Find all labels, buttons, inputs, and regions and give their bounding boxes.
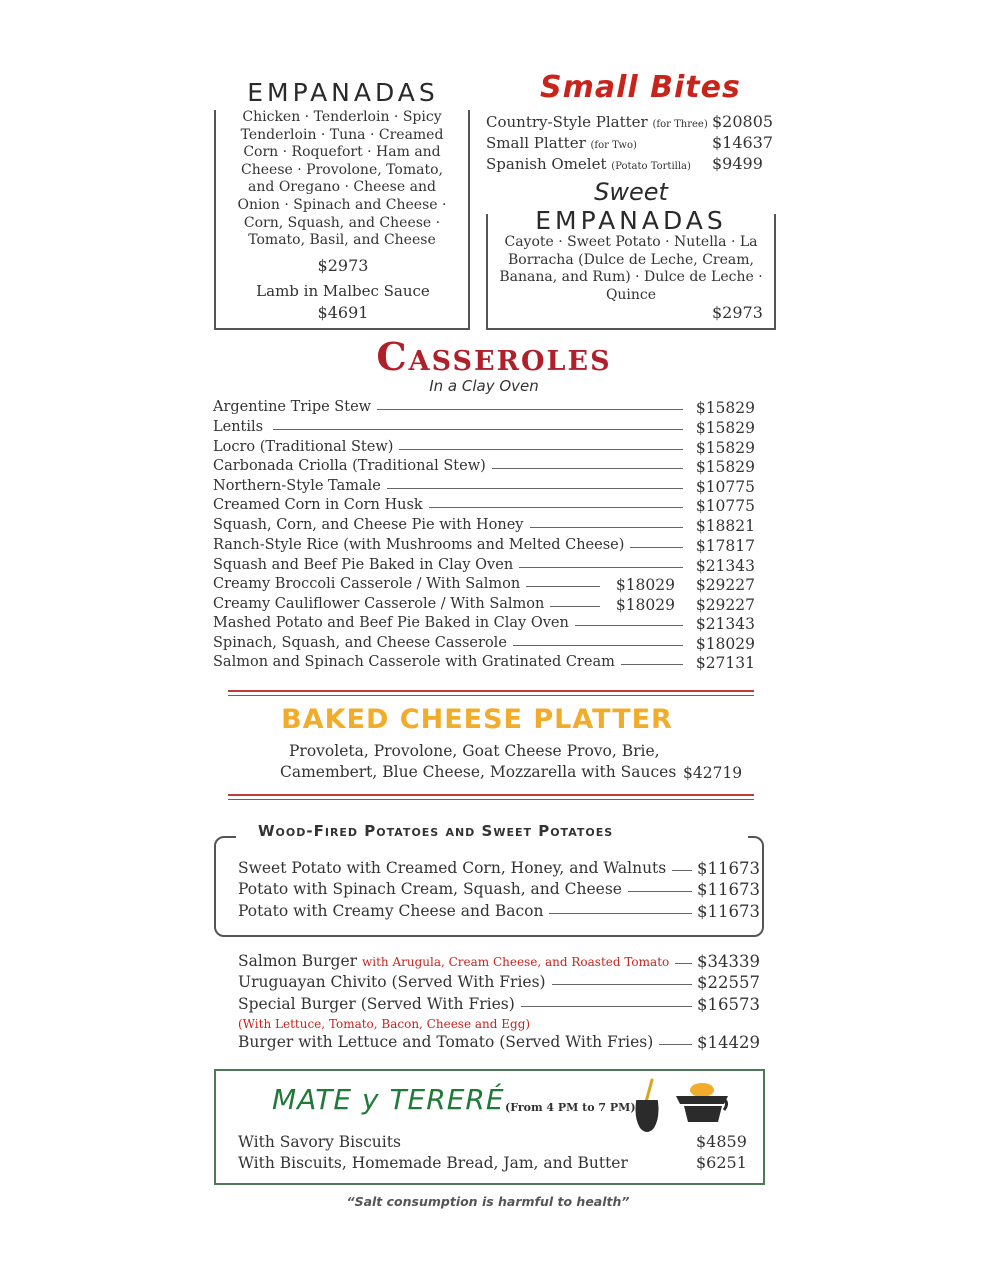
salt-warning: “Salt consumption is harmful to health” bbox=[346, 1194, 630, 1209]
small-bite-price: $20805 bbox=[712, 112, 774, 131]
baked-cheese-title: BAKED CHEESE PLATTER bbox=[281, 704, 673, 735]
casserole-row: Creamy Cauliflower Casserole / With Salmon $18029 $29227 bbox=[213, 596, 755, 614]
divider-bottom bbox=[228, 794, 754, 796]
lamb-empanada-name: Lamb in Malbec Sauce bbox=[256, 282, 430, 300]
small-bite-item: Country-Style Platter (for Three) bbox=[486, 113, 708, 131]
casserole-row: Spinach, Squash, and Cheese Casserole $18029 bbox=[213, 635, 755, 653]
empanadas-flavors: Chicken · Tenderloin · Spicy Tenderloin · Tuna · Creamed Corn · Roquefort · Ham and Cheese · Provolone, Tomato, and Oregano · Cheese and Onion · Spinach and Cheese · Corn, Squash, and Cheese · Tomato, Basil, and Cheese bbox=[237, 109, 447, 249]
small-bite-item: Spanish Omelet (Potato Tortilla) bbox=[486, 155, 691, 173]
burger-row: Salmon Burger with Arugula, Cream Cheese, and Roasted Tomato $34339 bbox=[238, 952, 760, 971]
mate-item: With Biscuits, Homemade Bread, Jam, and Butter bbox=[238, 1154, 628, 1172]
small-bite-price: $9499 bbox=[712, 154, 763, 173]
casserole-row: Locro (Traditional Stew) $15829 bbox=[213, 439, 755, 457]
wood-fired-row: Potato with Creamy Cheese and Bacon $11673 bbox=[238, 902, 760, 921]
baked-cheese-price: $42719 bbox=[683, 764, 743, 782]
bread-basket-icon bbox=[672, 1082, 732, 1126]
mate-hours: (From 4 PM to 7 PM) bbox=[505, 1101, 636, 1114]
baked-cheese-desc-line2: Camembert, Blue Cheese, Mozzarella with Sauces bbox=[280, 763, 677, 781]
casserole-row: Carbonada Criolla (Traditional Stew) $15829 bbox=[213, 458, 755, 476]
divider-top bbox=[228, 695, 754, 696]
divider-bottom bbox=[228, 799, 754, 800]
small-bites-title: Small Bites bbox=[540, 70, 741, 105]
casseroles-title: Casseroles bbox=[376, 334, 612, 379]
casserole-row: Salmon and Spinach Casserole with Gratinated Cream $27131 bbox=[213, 654, 755, 672]
casserole-row: Creamy Broccoli Casserole / With Salmon $18029 $29227 bbox=[213, 576, 755, 594]
casserole-row: Squash and Beef Pie Baked in Clay Oven $21343 bbox=[213, 557, 755, 575]
mate-title: MATE y TERERÉ bbox=[272, 1083, 505, 1116]
special-burger-note: (With Lettuce, Tomato, Bacon, Cheese and Egg) bbox=[238, 1017, 531, 1031]
wood-fired-title: Wood-Fired Potatoes and Sweet Potatoes bbox=[258, 822, 614, 840]
casserole-row: Creamed Corn in Corn Husk $10775 bbox=[213, 497, 755, 515]
mate-price: $6251 bbox=[696, 1153, 747, 1172]
burger-row: Uruguayan Chivito (Served With Fries) $22557 bbox=[238, 973, 760, 992]
mate-price: $4859 bbox=[696, 1132, 747, 1151]
mate-gourd-icon bbox=[630, 1078, 666, 1136]
burger-row: Special Burger (Served With Fries) $16573 bbox=[238, 995, 760, 1014]
lamb-empanada-price: $4691 bbox=[317, 303, 369, 322]
small-bite-price: $14637 bbox=[712, 133, 774, 152]
casserole-row: Mashed Potato and Beef Pie Baked in Clay Oven $21343 bbox=[213, 615, 755, 633]
empanadas-title: EMPANADAS bbox=[247, 78, 439, 107]
divider-top bbox=[228, 690, 754, 692]
casserole-row: Ranch-Style Rice (with Mushrooms and Melted Cheese) $17817 bbox=[213, 537, 755, 555]
casserole-row: Argentine Tripe Stew $15829 bbox=[213, 399, 755, 417]
small-bite-item: Small Platter (for Two) bbox=[486, 134, 637, 152]
casserole-row: Lentils $15829 bbox=[213, 419, 755, 437]
mate-item: With Savory Biscuits bbox=[238, 1133, 401, 1151]
casserole-row: Squash, Corn, and Cheese Pie with Honey $18821 bbox=[213, 517, 755, 535]
sweet-empanadas-title-line2: EMPANADAS bbox=[535, 206, 727, 235]
burger-row: Burger with Lettuce and Tomato (Served With Fries) $14429 bbox=[238, 1033, 760, 1052]
wood-fired-row: Potato with Spinach Cream, Squash, and Cheese $11673 bbox=[238, 880, 760, 899]
sweet-empanadas-title-line1: Sweet bbox=[594, 178, 668, 206]
casserole-row: Northern-Style Tamale $10775 bbox=[213, 478, 755, 496]
wood-fired-row: Sweet Potato with Creamed Corn, Honey, and Walnuts $11673 bbox=[238, 859, 760, 878]
sweet-empanadas-flavors: Cayote · Sweet Potato · Nutella · La Borracha (Dulce de Leche, Cream, Banana, and Rum) · Dulce de Leche · Quince bbox=[499, 234, 763, 303]
empanadas-price: $2973 bbox=[317, 256, 369, 275]
casseroles-subtitle: In a Clay Oven bbox=[429, 377, 539, 395]
baked-cheese-desc-line1: Provoleta, Provolone, Goat Cheese Provo, Brie, bbox=[289, 742, 660, 760]
sweet-empanadas-price: $2973 bbox=[712, 303, 763, 322]
